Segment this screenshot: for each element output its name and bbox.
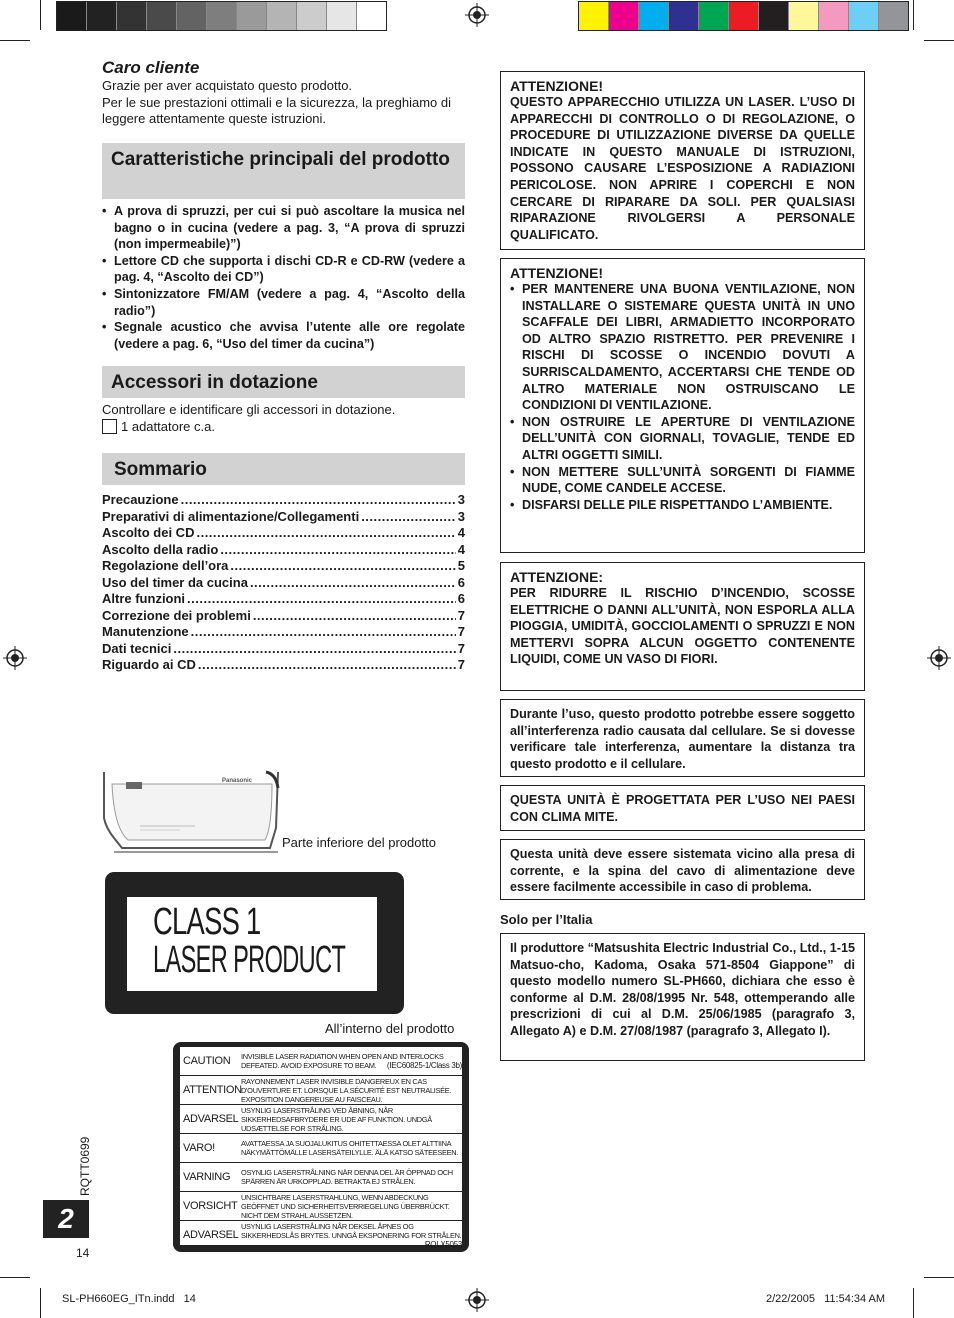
color-swatch — [237, 2, 267, 30]
toc-label: Precauzione — [102, 492, 179, 507]
accessories-text — [102, 402, 465, 435]
warning-text: RAYONNEMENT LASER INVISIBLE DANGEREUX EN CAS D'OUVERTURE ET. LORSQUE LA SÉCURITÉ EST NEUTRALISÉE. EXPOSITION DANGEREUSE AU FAISCEAU. — [241, 1076, 452, 1104]
crop-mark — [40, 1288, 41, 1318]
crop-mark — [913, 1288, 914, 1318]
toc-leader — [187, 591, 456, 608]
warning-heading: ATTENZIONE! — [510, 78, 604, 94]
footer-file: SL-PH660EG_ITn.indd 14 — [62, 1293, 196, 1305]
laser-class-label — [105, 872, 404, 1014]
toc-page: 7 — [457, 657, 465, 672]
feature-item: • Segnale acustico che avvisa l’utente alle ore regolate (vedere a pag. 6, “Uso del timer da cucina”) — [102, 319, 465, 352]
color-swatch — [759, 2, 789, 30]
warning-label-row — [180, 1076, 462, 1105]
warning-language-text — [241, 1193, 462, 1220]
laser-label-line1: CLASS 1 — [153, 901, 261, 943]
warning-item: • NON OSTRUIRE LE APERTURE DI VENTILAZIONE DELL’UNITÀ CON GIORNALI, TOVAGLIE, TENDE ED ALTRI OGGETTI SIMILI. — [510, 414, 855, 464]
greeting-line: Per le sue prestazioni ottimali e la sicurezza, la preghiamo di leggere attentamente queste istruzioni. — [102, 94, 452, 126]
warning-text: AVATTAESSA JA SUOJALUKITUS OHITETTAESSA OLET ALTTIINA NÄKYMÄTTÖMÄLLE LASERSÄTEILYLLE. ÄLÄ KATSO SÄTEESEEN. — [241, 1139, 459, 1157]
crop-mark — [924, 1277, 954, 1278]
warning-text: QUESTO APPARECCHIO UTILIZZA UN LASER. L’USO DI APPARECCHI DI CONTROLLO O DI REGOLAZIONE, O PROCEDURE DI UTILIZZAZIONE DIVERSE DA QUELLE INDICATE IN QUESTO MANUALE DI ISTRUZIONI, POSSONO CAUSARE L’ESPOSIZIONE A RADIAZIONI PERICOLOSE. NON APRIRE I COPERCHI E NON CERCARE DI RIPARARE DA SOLI. PER QUALSIASI RIPARAZIONE RIVOLGERSI A PERSONALE QUALIFICATO. — [510, 95, 855, 242]
registration-mark-icon — [927, 646, 951, 670]
color-swatch — [819, 2, 849, 30]
toc-row — [102, 575, 465, 592]
toc-label: Altre funzioni — [102, 591, 186, 606]
laser-label-line2: LASER PRODUCT — [153, 939, 346, 981]
features-list — [102, 203, 465, 352]
toc-label: Preparativi di alimentazione/Collegamenti — [102, 508, 360, 524]
color-swatch — [699, 2, 729, 30]
toc-row — [102, 509, 465, 526]
color-swatch — [117, 2, 147, 30]
crop-mark — [40, 0, 41, 30]
toc-row — [102, 591, 465, 608]
contents-heading: Sommario — [102, 453, 465, 485]
color-swatch — [87, 2, 117, 30]
warning-heading: ATTENZIONE! — [510, 265, 604, 281]
greeting — [102, 58, 465, 128]
toc-row — [102, 542, 465, 559]
warning-box-ventilation — [500, 258, 865, 553]
toc-page: 3 — [457, 492, 465, 507]
warning-language-text — [241, 1139, 462, 1157]
toc-label: Dati tecnici — [102, 640, 172, 656]
toc-row — [102, 492, 465, 509]
warning-language-label: VORSICHT — [183, 1200, 238, 1212]
toc-leader — [173, 641, 455, 658]
toc-label: Ascolto della radio — [102, 541, 219, 557]
footer-date: 2/22/2005 11:54:34 AM — [766, 1293, 886, 1305]
toc-page: 4 — [457, 525, 465, 540]
warning-text: PER RIDURRE IL RISCHIO D’INCENDIO, SCOSSE ELETTRICHE O DANNI ALL’UNITÀ, NON ESPORLA ALLA PIOGGIA, UMIDITÀ, GOCCIOLAMENTI O SPRUZZI E NON METTERVI SOPRA ALCUN OGGETTO CONTENENTE LIQUIDI, COME UN VASO DI FIORI. — [510, 586, 855, 667]
color-swatch — [879, 2, 908, 30]
laser-class-label-inner — [127, 897, 377, 991]
toc-page: 7 — [457, 640, 465, 656]
warning-list — [510, 281, 855, 513]
toc-page: 6 — [457, 591, 465, 606]
toc-row — [102, 624, 465, 641]
page-number-tab: 2 — [43, 1200, 89, 1238]
toc-label: Correzione dei problemi — [102, 607, 251, 623]
feature-item: • Sintonizzatore FM/AM (vedere a pag. 4, “Ascolto della radio”) — [102, 286, 465, 319]
laser-warning-rows — [180, 1047, 462, 1249]
registration-mark-icon — [465, 3, 489, 27]
color-swatch — [849, 2, 879, 30]
gray-color-bar — [56, 1, 387, 31]
accessories-heading: Accessori in dotazione — [102, 366, 465, 398]
color-swatch — [267, 2, 297, 30]
warning-language-text — [241, 1106, 462, 1133]
color-swatch — [579, 2, 609, 30]
warning-text: OSYNLIG LASERSTRÅLNING NÄR DENNA DEL ÄR ÖPPNAD OCH SPÄRREN ÄR URKOPPLAD. BETRAKTA EJ STRÅLEN. — [241, 1168, 453, 1186]
warning-language-label: ADVARSEL — [183, 1229, 239, 1241]
toc-leader — [191, 624, 456, 641]
table-of-contents — [102, 492, 465, 674]
notice-box-outlet — [500, 839, 865, 900]
greeting-line: Grazie per aver acquistato questo prodotto. — [102, 78, 353, 93]
warning-text: USYNLIG LASERSTRÅLING NÅR DEKSEL ÅPNES OG SIKKERHEDSLÅS BRYTES. UNNGÅ EKSPONERING FOR STRÅLEN. — [241, 1221, 462, 1240]
warning-language-text — [241, 1052, 462, 1070]
crop-mark — [0, 1277, 30, 1278]
toc-row — [102, 608, 465, 625]
color-swatch — [297, 2, 327, 30]
warning-language-label: ATTENTION — [183, 1084, 242, 1096]
warning-label-row — [180, 1134, 462, 1163]
declaration-box — [500, 933, 865, 1061]
registration-mark-icon — [465, 1288, 489, 1312]
color-swatch — [177, 2, 207, 30]
toc-leader — [196, 525, 455, 542]
toc-row — [102, 641, 465, 658]
color-swatch — [729, 2, 759, 30]
warning-text: UNSICHTBARE LASERSTRAHLUNG, WENN ABDECKUNG GEÖFFNET UND SICHERHEITSVERRIEGELUNG ÜBERBRÜCKT. NICHT DEM STRAHL AUSSETZEN. — [241, 1192, 450, 1220]
warning-box-laser — [500, 71, 865, 250]
toc-page: 6 — [457, 574, 465, 590]
toc-leader — [250, 575, 456, 592]
notice-text: Questa unità deve essere sistemata vicino alla presa di corrente, e la spina del cavo di alimentazione deve essere facilmente accessibile in caso di problema. — [510, 847, 855, 895]
warning-label-row — [180, 1047, 462, 1076]
toc-leader — [253, 608, 456, 625]
color-swatch — [669, 2, 699, 30]
warning-extra: (IEC60825-1/Class 3b) — [386, 1061, 462, 1070]
sheet-number: 14 — [76, 1246, 90, 1260]
process-color-bar — [578, 1, 909, 31]
notice-box-climate — [500, 785, 865, 831]
warning-language-text — [241, 1222, 462, 1249]
warning-language-label: VARO! — [183, 1142, 215, 1154]
warning-item: • PER MANTENERE UNA BUONA VENTILAZIONE, NON INSTALLARE O SISTEMARE QUESTA UNITÀ IN UNO SCAFFALE DEI LIBRI, ARMADIETTO INCORPORATO OD ALTRO SPAZIO RISTRETTO. PER PREVENIRE I RISCHI DI SCOSSE O INCENDIO DOVUTI A SURRISCALDAMENTO, ACCERTARSI CHE TENDE OD ALTRO MATERIALE NON OSTRUISCANO LE CONDIZIONI DI VENTILAZIONE. — [510, 281, 855, 414]
accessory-item — [102, 419, 465, 436]
brand-logo: Panasonic — [222, 778, 253, 784]
crop-mark — [0, 40, 30, 41]
toc-label: Riguardo ai CD — [102, 657, 196, 672]
accessories-intro: Controllare e identificare gli accessori in dotazione. — [102, 402, 396, 417]
warning-language-label: CAUTION — [183, 1055, 231, 1067]
notice-text: QUESTA UNITÀ È PROGETTATA PER L’USO NEI PAESI CON CLIMA MITE. — [510, 793, 855, 824]
product-illustration — [100, 768, 285, 860]
toc-label: Manutenzione — [102, 624, 189, 639]
feature-item: • Lettore CD che supporta i dischi CD-R e CD-RW (vedere a pag. 4, “Ascolto dei CD”) — [102, 253, 465, 286]
warning-box-fire — [500, 562, 865, 691]
toc-leader — [198, 657, 456, 674]
color-swatch — [147, 2, 177, 30]
warning-item: • DISFARSI DELLE PILE RISPETTANDO L’AMBIENTE. — [510, 497, 855, 514]
document-code: RQTT0699 — [78, 1136, 92, 1196]
warning-language-text — [241, 1168, 462, 1186]
checkbox-icon — [102, 419, 117, 434]
warning-heading: ATTENZIONE: — [510, 569, 604, 585]
toc-leader — [361, 509, 456, 526]
color-swatch — [639, 2, 669, 30]
toc-page: 5 — [457, 558, 465, 573]
warning-label-row — [180, 1163, 462, 1192]
warning-label-row — [180, 1192, 462, 1221]
toc-page: 7 — [457, 624, 465, 639]
registration-mark-icon — [3, 646, 27, 670]
toc-leader — [181, 492, 456, 509]
toc-label: Regolazione dell’ora — [102, 558, 229, 573]
toc-row — [102, 525, 465, 542]
crop-mark — [924, 40, 954, 41]
toc-row — [102, 657, 465, 674]
caption-bottom: Parte inferiore del prodotto — [282, 835, 436, 850]
notice-box-mobile — [500, 699, 865, 777]
toc-label: Ascolto dei CD — [102, 525, 195, 540]
warning-language-label: VARNING — [183, 1171, 231, 1183]
italy-label: Solo per l’Italia — [500, 912, 593, 927]
color-swatch — [327, 2, 357, 30]
caption-inside: All’interno del prodotto — [325, 1021, 455, 1036]
warning-language-label: ADVARSEL — [183, 1113, 239, 1125]
warning-text: INVISIBLE LASER RADIATION WHEN OPEN AND INTERLOCKS DEFEATED. AVOID EXPOSURE TO BEAM. — [241, 1052, 444, 1070]
toc-label: Uso del timer da cucina — [102, 574, 248, 590]
color-swatch — [207, 2, 237, 30]
toc-page: 4 — [457, 541, 465, 557]
features-heading: Caratteristiche principali del prodotto — [102, 143, 465, 199]
color-swatch — [57, 2, 87, 30]
greeting-title: Caro cliente — [102, 58, 200, 77]
accessory-label: 1 adattatore c.a. — [121, 418, 215, 434]
color-swatch — [609, 2, 639, 30]
toc-page: 3 — [457, 508, 465, 524]
toc-leader — [230, 558, 455, 575]
feature-item: • A prova di spruzzi, per cui si può ascoltare la musica nel bagno o in cucina (vedere a pag. 3, “A prova di spruzzi (non impermeabile)”) — [102, 203, 465, 253]
warning-item: • NON METTERE SULL’UNITÀ SORGENTI DI FIAMME NUDE, COME CANDELE ACCESE. — [510, 464, 855, 497]
color-swatch — [357, 2, 386, 30]
warning-text: USYNLIG LASERSTRÅLING VED ÅBNING, NÅR SIKKERHEDSAFBRYDERE ER UDE AF FUNKTION. UNDGÅ UDSÆTTELSE FOR STRÅLING. — [241, 1105, 432, 1133]
warning-extra: RQLX5053 — [424, 1239, 462, 1249]
toc-leader — [220, 542, 455, 559]
toc-row — [102, 558, 465, 575]
color-swatch — [789, 2, 819, 30]
laser-warning-label — [173, 1042, 469, 1252]
declaration-text: Il produttore “Matsushita Electric Industrial Co., Ltd., 1-15 Matsuo-cho, Kadoma, Osaka 571-8504 Giappone” di questo modello numero SL-PH660, dichiara che esso è conforme al D.M. 28/08/1995 Nr. 548, ottemperando alle prescrizioni di cui al D.M. 25/06/1985 (paragrafo 3, Allegato A) e D.M. 27/08/1987 (paragrafo 3, Allegato I). — [510, 941, 855, 1038]
notice-text: Durante l’uso, questo prodotto potrebbe essere soggetto all’interferenza radio causata dal cellulare. Se si dovesse verificare tale interferenza, aumentare la distanza tra questo prodotto e il cellulare. — [510, 707, 855, 771]
warning-label-row — [180, 1221, 462, 1249]
toc-page: 7 — [457, 607, 465, 623]
warning-label-row — [180, 1105, 462, 1134]
crop-mark — [913, 0, 914, 30]
warning-language-text — [241, 1077, 462, 1104]
